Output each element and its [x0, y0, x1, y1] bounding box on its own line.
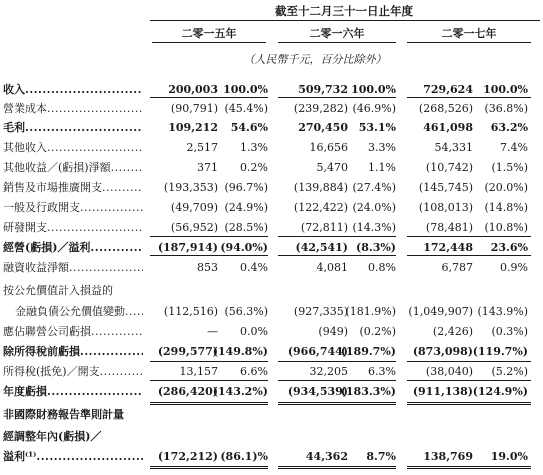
single-underline: [150, 236, 268, 237]
percent-cell: 23.6%: [490, 241, 528, 254]
amount-cell: (172,212): [157, 450, 218, 463]
single-underline: [278, 380, 396, 381]
percent-cell: 53.1%: [358, 121, 396, 134]
table-row: [0, 178, 543, 198]
amount-cell: 4,081: [316, 261, 348, 274]
double-underline: [150, 402, 268, 405]
single-underline: [407, 97, 531, 98]
percent-cell: (10.8%): [484, 221, 528, 234]
amount-cell: 461,098: [423, 121, 473, 134]
year-underline-2017: [407, 42, 531, 43]
amount-cell: (145,745): [418, 181, 473, 194]
amount-cell: 13,157: [179, 365, 218, 378]
percent-cell: 8.7%: [366, 450, 396, 463]
percent-cell: 54.6%: [230, 121, 268, 134]
percent-cell: 0.9%: [500, 261, 528, 274]
row-label: 融資收益淨額 .....: [3, 258, 143, 278]
table-row: [0, 405, 543, 425]
percent-cell: (0.3%): [491, 325, 528, 338]
amount-cell: 729,624: [423, 83, 473, 96]
percent-cell: 3.3%: [368, 141, 396, 154]
amount-cell: (108,013): [418, 201, 473, 214]
single-underline: [150, 255, 268, 256]
table-row: [0, 118, 543, 138]
amount-cell: (966,744): [287, 345, 348, 358]
amount-cell: (299,577): [157, 345, 218, 358]
amount-cell: (239,282): [293, 102, 348, 115]
table-row: [0, 158, 543, 178]
percent-cell: (28.5%): [224, 221, 268, 234]
row-label: 金融負債公允價值變動 .....: [15, 302, 143, 322]
double-underline: [407, 466, 531, 469]
table-row: [0, 138, 543, 158]
percent-cell: (27.4%): [352, 181, 396, 194]
amount-cell: (1,049,907): [408, 305, 473, 318]
amount-cell: 109,212: [168, 121, 218, 134]
amount-cell: 2,517: [186, 141, 218, 154]
amount-cell: (49,709): [170, 201, 218, 214]
amount-cell: (42,541): [295, 241, 348, 254]
row-label: 銷售及市場推廣開支 .....: [3, 178, 143, 198]
row-label: 除所得稅前虧損 .....: [3, 342, 143, 362]
single-underline: [278, 361, 396, 362]
row-label: 研發開支 .....: [3, 218, 143, 238]
percent-cell: (14.8%): [484, 201, 528, 214]
double-underline: [407, 402, 531, 405]
percent-cell: 0.8%: [368, 261, 396, 274]
amount-cell: (122,422): [293, 201, 348, 214]
row-label: 其他收入 .....: [3, 138, 143, 158]
amount-cell: (38,040): [425, 365, 473, 378]
percent-cell: (56.3%): [224, 305, 268, 318]
amount-cell: (72,811): [300, 221, 348, 234]
table-row: [0, 218, 543, 238]
percent-cell: (8.3%): [356, 241, 396, 254]
table-row: [0, 322, 543, 342]
percent-cell: 6.6%: [240, 365, 268, 378]
row-label: 非國際財務報告準則計量: [3, 408, 124, 421]
percent-cell: 100.0%: [483, 83, 528, 96]
percent-cell: 0.4%: [240, 261, 268, 274]
table-row: [0, 447, 543, 467]
amount-cell: (911,138): [412, 385, 473, 398]
percent-cell: 6.3%: [368, 365, 396, 378]
percent-cell: (24.0%): [352, 201, 396, 214]
percent-cell: 100.0%: [351, 83, 396, 96]
amount-cell: (2,426): [432, 325, 473, 338]
year-underline-2015: [152, 42, 266, 43]
amount-cell: (112,516): [163, 305, 218, 318]
amount-cell: 16,656: [309, 141, 348, 154]
table-row: [0, 427, 543, 447]
row-label: 其他收益／(虧損)淨額 .....: [3, 158, 143, 178]
year-heading-2016: 二零一六年: [309, 27, 365, 40]
percent-cell: 1.3%: [240, 141, 268, 154]
row-label: 經營(虧損)／溢利 .....: [3, 238, 143, 258]
year-underline-2016: [278, 42, 396, 43]
row-label: 毛利 .....: [3, 118, 143, 138]
row-label: 應佔聯營公司虧損 .....: [3, 322, 143, 342]
amount-cell: 32,205: [309, 365, 348, 378]
percent-cell: 7.4%: [500, 141, 528, 154]
table-row: [0, 198, 543, 218]
amount-cell: 509,732: [298, 83, 348, 96]
percent-cell: 19.0%: [490, 450, 528, 463]
row-label: 按公允價值計入損益的: [3, 284, 113, 297]
amount-cell: 5,470: [316, 161, 348, 174]
amount-cell: (286,420): [157, 385, 218, 398]
double-underline: [150, 466, 268, 469]
table-row: [0, 362, 543, 382]
double-underline: [278, 402, 396, 405]
percent-cell: (124.9%): [472, 385, 528, 398]
table-row: [0, 258, 543, 278]
percent-cell: (5.2%): [491, 365, 528, 378]
percent-cell: (143.9%): [477, 305, 528, 318]
amount-cell: 200,003: [168, 83, 218, 96]
amount-cell: (949): [318, 325, 348, 338]
amount-cell: 371: [197, 161, 218, 174]
amount-cell: 44,362: [305, 450, 348, 463]
row-label: 一般及行政開支 .....: [3, 198, 143, 218]
amount-cell: (934,539): [287, 385, 348, 398]
year-heading-2015: 二零一五年: [181, 27, 237, 40]
single-underline: [407, 361, 531, 362]
amount-cell: (873,098): [412, 345, 473, 358]
amount-cell: 6,787: [441, 261, 473, 274]
percent-cell: (20.0%): [484, 181, 528, 194]
percent-cell: (149.8%): [212, 345, 268, 358]
percent-cell: 0.2%: [240, 161, 268, 174]
single-underline: [278, 236, 396, 237]
amount-cell: (187,914): [157, 241, 218, 254]
percent-cell: 100.0%: [223, 83, 268, 96]
percent-cell: (119.7%): [472, 345, 528, 358]
row-label: 年度虧損 .....: [3, 382, 143, 402]
table-row: [0, 382, 543, 402]
single-underline: [278, 255, 396, 256]
header-rule: [150, 20, 540, 21]
single-underline: [150, 380, 268, 381]
amount-cell: (10,742): [425, 161, 473, 174]
single-underline: [407, 236, 531, 237]
percent-cell: (45.4%): [224, 102, 268, 115]
row-label: 溢利⁽¹⁾ .....: [3, 447, 143, 467]
amount-cell: 138,769: [423, 450, 473, 463]
row-label: 所得稅(抵免)／開支 .....: [3, 362, 143, 382]
percent-cell: (46.9%): [352, 102, 396, 115]
amount-cell: (139,884): [293, 181, 348, 194]
amount-cell: (78,481): [425, 221, 473, 234]
percent-cell: (24.9%): [224, 201, 268, 214]
amount-cell: 853: [197, 261, 218, 274]
amount-cell: —: [207, 325, 218, 338]
percent-cell: 1.1%: [368, 161, 396, 174]
percent-cell: (189.7%): [340, 345, 396, 358]
percent-cell: 63.2%: [490, 121, 528, 134]
percent-cell: (86.1)%: [220, 450, 268, 463]
percent-cell: (14.3%): [352, 221, 396, 234]
single-underline: [278, 97, 396, 98]
row-label: 經調整年內(虧損)／: [3, 430, 102, 443]
table-row: [0, 99, 543, 119]
percent-cell: 0.0%: [240, 325, 268, 338]
amount-cell: 270,450: [298, 121, 348, 134]
row-label: 營業成本 .....: [3, 99, 143, 119]
amount-cell: (56,952): [170, 221, 218, 234]
amount-cell: (927,335): [293, 305, 348, 318]
year-heading-2017: 二零一七年: [441, 27, 497, 40]
percent-cell: (181.9%): [345, 305, 396, 318]
unit-note: （人民幣千元，百分比除外）: [243, 53, 387, 66]
table-header-title: 截至十二月三十一日止年度: [275, 4, 413, 18]
double-underline: [278, 466, 396, 469]
percent-cell: (183.3%): [340, 385, 396, 398]
single-underline: [150, 361, 268, 362]
percent-cell: (143.2%): [212, 385, 268, 398]
single-underline: [407, 380, 531, 381]
percent-cell: (36.8%): [484, 102, 528, 115]
table-row: [0, 281, 543, 301]
amount-cell: (268,526): [418, 102, 473, 115]
amount-cell: (193,353): [163, 181, 218, 194]
single-underline: [150, 97, 268, 98]
percent-cell: (94.0%): [220, 241, 268, 254]
percent-cell: (0.2%): [359, 325, 396, 338]
row-label: 收入 .....: [3, 80, 143, 100]
amount-cell: (90,791): [170, 102, 218, 115]
amount-cell: 54,331: [434, 141, 473, 154]
table-row: [0, 342, 543, 362]
amount-cell: 172,448: [423, 241, 473, 254]
percent-cell: (96.7%): [224, 181, 268, 194]
percent-cell: (1.5%): [491, 161, 528, 174]
single-underline: [407, 255, 531, 256]
table-row: [0, 302, 543, 322]
